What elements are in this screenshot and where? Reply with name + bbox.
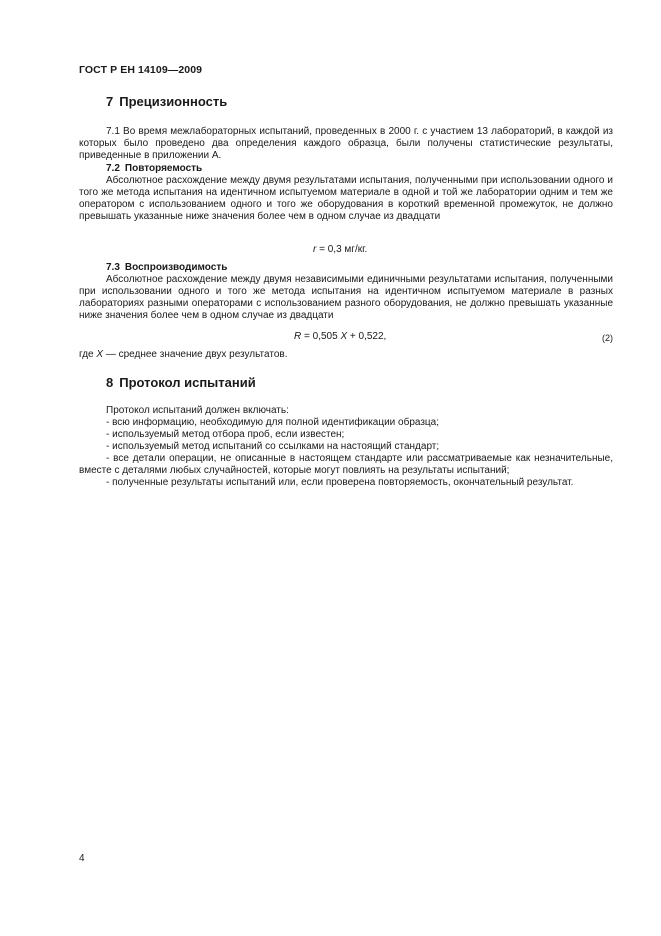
where-prefix: где (79, 349, 97, 360)
formula-variable: R (294, 331, 302, 342)
paragraph-7-3: Абсолютное расхождение между двумя независимыми единичными результатами испытания, полученными при использовании одного и того же метода испытания на идентичном испытуемом материале в разных лабораториях разными операторами с использованием разного оборудования, не должно превышать указанные ниже значения более чем в одном случае из двадцати (79, 274, 613, 321)
protocol-item: - используемый метод отбора проб, если известен; (106, 429, 345, 440)
subsection-7-2-heading (106, 163, 202, 175)
document-header: ГОСТ Р ЕН 14109—2009 (79, 64, 203, 76)
subsection-title: Воспроизводимость (124, 262, 228, 273)
equation-number: (2) (602, 333, 613, 343)
protocol-item: - полученные результаты испытаний или, если проверена повторяемость, окончательный результат. (106, 477, 574, 488)
where-variable: X (96, 349, 104, 360)
section-7-heading (106, 94, 227, 109)
paragraph-7-2: Абсолютное расхождение между двумя результатами испытания, полученными при использовании одного и того же метода испытания на идентичном испытуемом материале в одной и той же лаборатории одним и тем же оператором с использованием одного и того же оборудования в короткий временной промежуток, не должно превышать указанные ниже значения более чем в одном случае из двадцати (79, 175, 613, 222)
protocol-item: - все детали операции, не описанные в настоящем стандарте или рассматриваемые как незначительные, вместе с деталями любых случайностей, которые могут повлиять на результаты испытаний; (79, 453, 613, 476)
protocol-intro: Протокол испытаний должен включать: (106, 405, 289, 416)
paragraph-7-1: 7.1 Во время межлабораторных испытаний, проведенных в 2000 г. с участием 13 лабораторий, в каждой из которых было проведено два определения каждого образца, были получены статистические результаты, приведенные в приложении А. (79, 126, 613, 161)
section-title: Прецизионность (119, 94, 228, 109)
protocol-item: - всю информацию, необходимую для полной идентификации образца; (106, 417, 439, 428)
protocol-item: - используемый метод испытаний со ссылками на настоящий стандарт; (106, 441, 440, 452)
section-number: 8 (106, 375, 114, 390)
formula-repeatability (313, 244, 367, 256)
formula-constant: + 0,522, (347, 331, 387, 342)
section-title: Протокол испытаний (119, 375, 256, 390)
section-8-heading (106, 375, 256, 390)
subsection-title: Повторяемость (124, 163, 203, 174)
section-number: 7 (106, 94, 114, 109)
subsection-7-3-heading (106, 262, 227, 274)
where-clause (79, 349, 613, 361)
where-text: — среднее значение двух результатов. (103, 349, 288, 360)
formula-variable-x: X (340, 331, 348, 342)
formula-variable: r (313, 244, 317, 255)
formula-coefficient: = 0,505 (301, 331, 341, 342)
formula-value: = 0,3 мг/кг. (316, 244, 368, 255)
page-number: 4 (79, 853, 85, 864)
subsection-number: 7.3 (106, 262, 120, 273)
subsection-number: 7.2 (106, 163, 120, 174)
formula-reproducibility (294, 331, 386, 343)
